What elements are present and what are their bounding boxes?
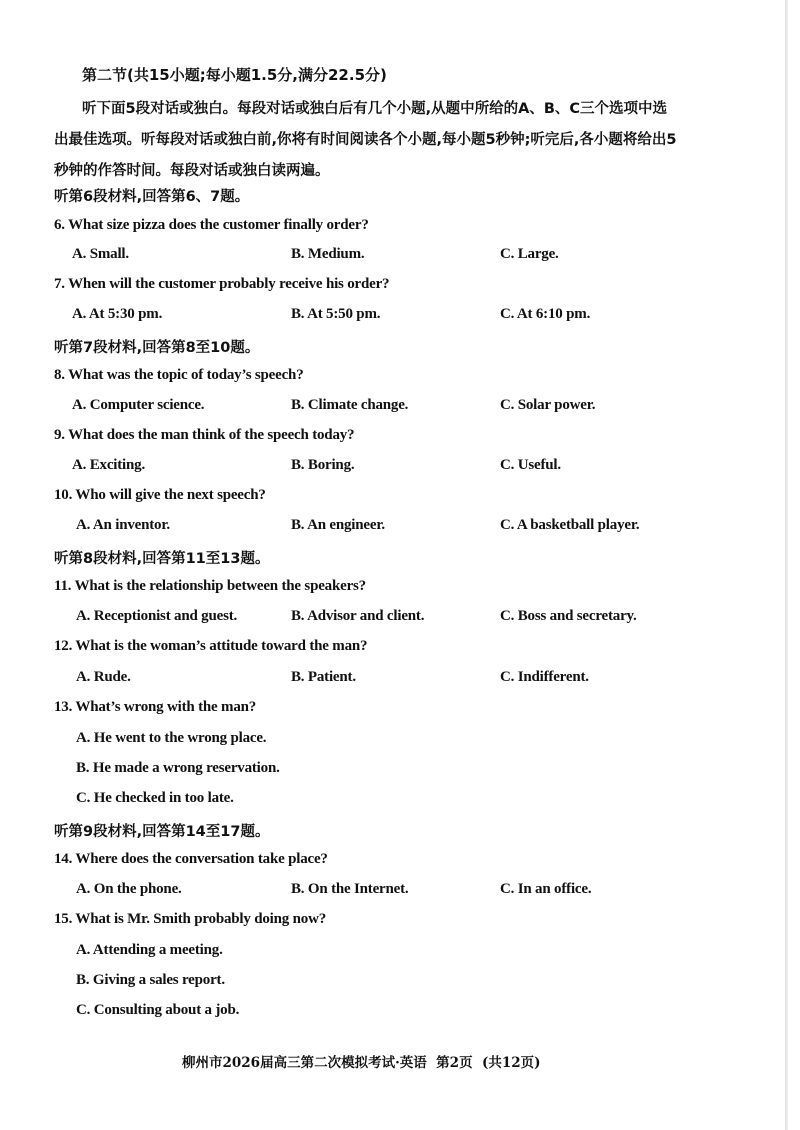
option-c: C. Useful. xyxy=(500,457,561,473)
option-c: C. At 6:10 pm. xyxy=(500,306,591,322)
option-c: C. Boss and secretary. xyxy=(500,608,637,624)
option-b: B. Giving a sales report. xyxy=(76,972,225,988)
option-b: B. Climate change. xyxy=(291,397,409,413)
material-heading: 听第6段材料,回答第6、7题。 xyxy=(54,189,250,205)
question-stem: 8. What was the topic of today’s speech? xyxy=(54,367,304,383)
option-b: B. Medium. xyxy=(291,246,365,262)
material-heading: 听第8段材料,回答第11至13题。 xyxy=(54,551,270,567)
option-a: A. He went to the wrong place. xyxy=(76,730,267,746)
option-b: B. Patient. xyxy=(291,669,356,685)
question-stem: 7. When will the customer probably receive his order? xyxy=(54,276,390,292)
page-edge-shadow xyxy=(785,0,788,1130)
question-stem: 15. What is Mr. Smith probably doing now? xyxy=(54,911,327,927)
option-b: B. An engineer. xyxy=(291,517,385,533)
option-c: C. A basketball player. xyxy=(500,517,640,533)
question-stem: 11. What is the relationship between the speakers? xyxy=(54,578,366,594)
option-a: A. Exciting. xyxy=(72,457,146,473)
option-a: A. Computer science. xyxy=(72,397,205,413)
option-b: B. On the Internet. xyxy=(291,881,409,897)
option-a: A. Small. xyxy=(72,246,129,262)
page-footer: 柳州市2026届高三第二次模拟考试·英语 第2页 (共12页) xyxy=(182,1055,541,1071)
question-stem: 12. What is the woman’s attitude toward the man? xyxy=(54,638,368,654)
option-c: C. In an office. xyxy=(500,881,592,897)
option-a: A. Receptionist and guest. xyxy=(76,608,238,624)
material-heading: 听第7段材料,回答第8至10题。 xyxy=(54,340,260,356)
option-b: B. Advisor and client. xyxy=(291,608,425,624)
option-c: C. He checked in too late. xyxy=(76,790,234,806)
option-a: A. At 5:30 pm. xyxy=(72,306,163,322)
option-a: A. An inventor. xyxy=(76,517,170,533)
question-stem: 9. What does the man think of the speech today? xyxy=(54,427,355,443)
material-heading: 听第9段材料,回答第14至17题。 xyxy=(54,824,270,840)
option-b: B. Boring. xyxy=(291,457,355,473)
question-stem: 6. What size pizza does the customer finally order? xyxy=(54,217,369,233)
option-b: B. He made a wrong reservation. xyxy=(76,760,280,776)
option-c: C. Indifferent. xyxy=(500,669,589,685)
option-a: A. On the phone. xyxy=(76,881,182,897)
option-c: C. Large. xyxy=(500,246,559,262)
option-c: C. Consulting about a job. xyxy=(76,1002,240,1018)
option-a: A. Attending a meeting. xyxy=(76,942,223,958)
option-b: B. At 5:50 pm. xyxy=(291,306,381,322)
question-stem: 13. What’s wrong with the man? xyxy=(54,699,257,715)
question-stem: 14. Where does the conversation take place? xyxy=(54,851,328,867)
option-c: C. Solar power. xyxy=(500,397,596,413)
section-title: 第二节(共15小题;每小题1.5分,满分22.5分) xyxy=(82,66,387,84)
question-stem: 10. Who will give the next speech? xyxy=(54,487,266,503)
section-instructions: 听下面5段对话或独白。每段对话或独白后有几个小题,从题中所给的A、B、C三个选项中选出最佳选项。听每段对话或独白前,你将有时间阅读各个小题,每小题5秒钟;听完后,各小题将给出5秒钟的作答时间。每段对话或独白读两遍。 xyxy=(54,101,677,179)
option-a: A. Rude. xyxy=(76,669,131,685)
